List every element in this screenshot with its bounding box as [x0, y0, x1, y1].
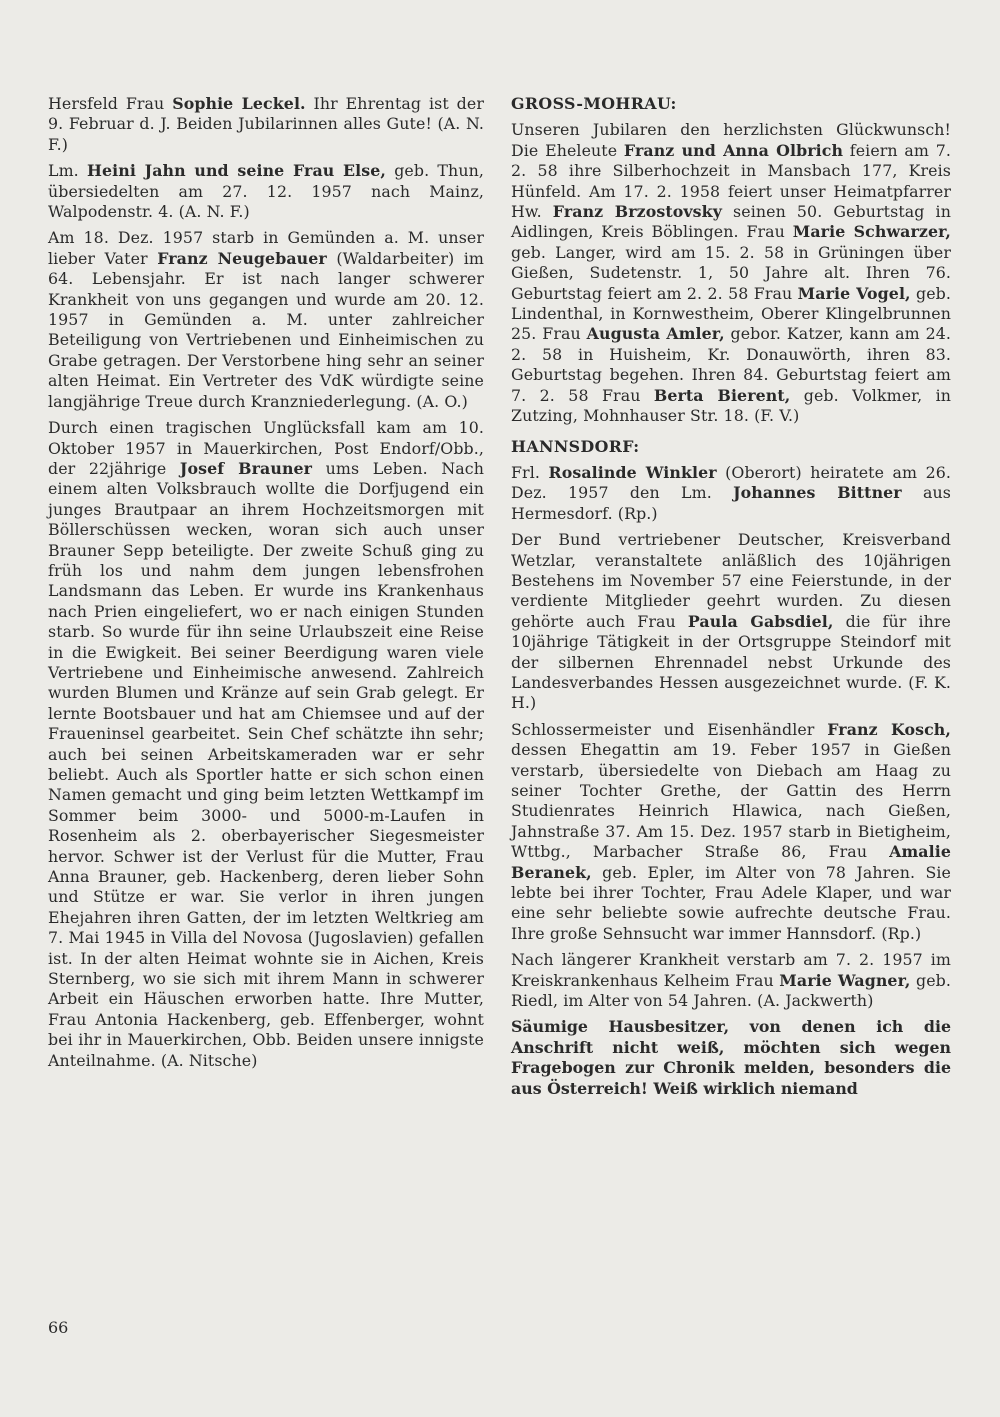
- bold-name: Josef Brauner: [179, 458, 313, 478]
- bold-name: Berta Bierent,: [653, 385, 791, 405]
- right-column: [511, 94, 951, 1105]
- article-winkler-wedding: Frl. Rosalinde Winkler (Oberort) heiratete am 26. Dez. 1957 den Lm. Johannes Bittner aus Hermesdorf. (Rp.): [511, 462, 951, 523]
- article-kosch-beranek: Schlossermeister und Eisenhändler Franz Kosch, dessen Ehegattin am 19. Feber 1957 in Gießen verstarb, übersiedelte von Diebach am Haag zu seiner Tochter Grethe, der Gattin des Herrn Studienrates Heinrich Hlawica, nach Gießen, Jahnstraße 37. Am 15. Dez. 1957 starb in Bietigheim, Wttbg., Marbacher Straße 86, Frau Amalie Beranek, geb. Epler, im Alter von 78 Jahren. Sie lebte bei ihrer Tochter, Frau Adele Klaper, und war eine sehr beliebte sowie aufrechte deutsche Frau. Ihre große Sehnsucht war immer Hannsdorf. (Rp.): [511, 719, 951, 943]
- obituary-neugebauer: Am 18. Dez. 1957 starb in Gemünden a. M. unser lieber Vater Franz Neugebauer (Waldarbeiter) im 64. Lebensjahr. Er ist nach langer schwerer Krankheit von uns gegangen und wurde am 20. 12. 1957 in Gemünden a. M. unter zahlreicher Beteiligung von Vertriebenen und Einheimischen zu Grabe getragen. Der Verstorbene hing sehr an seiner alten Heimat. Ein Vertreter des VdK würdigte seine langjährige Treue durch Kranzniederlegung. (A. O.): [48, 228, 484, 411]
- article-gross-mohrau-jubilare: Unseren Jubilaren den herzlichsten Glückwunsch! Die Eheleute Franz und Anna Olbrich feiern am 7. 2. 58 ihre Silberhochzeit in Mansbach 177, Kreis Hünfeld. Am 17. 2. 1958 feiert unser Heimatpfarrer Hw. Franz Brzostovsky seinen 50. Geburtstag in Aidlingen, Kreis Böblingen. Frau Marie Schwarzer, geb. Langer, wird am 15. 2. 58 in Grüningen über Gießen, Sudetenstr. 1, 50 Jahre alt. Ihren 76. Geburtstag feiert am 2. 2. 58 Frau Marie Vogel, geb. Lindenthal, in Kornwestheim, Oberer Klingelbrunnen 25. Frau Augusta Amler, gebor. Katzer, kann am 24. 2. 58 in Huisheim, Kr. Donauwörth, ihren 83. Geburtstag begehen. Ihren 84. Geburtstag feiert am 7. 2. 58 Frau Berta Bierent, geb. Volkmer, in Zutzing, Mohnhauser Str. 18. (F. V.): [511, 120, 952, 426]
- bold-name: Marie Schwarzer,: [792, 222, 951, 242]
- bold-name: Rosalinde Winkler: [548, 462, 717, 482]
- bold-name: Sophie Leckel.: [172, 94, 306, 113]
- bold-name: Franz Kosch,: [827, 719, 951, 739]
- bold-name: Heini Jahn und seine Frau Else,: [86, 161, 387, 181]
- obituary-wagner: Nach längerer Krankheit verstarb am 7. 2. 1957 im Kreiskrankenhaus Kelheim Frau Marie Wagner, geb. Riedl, im Alter von 54 Jahren. (A. Jackwerth): [511, 950, 951, 1011]
- section-heading-hannsdorf: HANNSDORF:: [511, 436, 640, 456]
- article-gabsdiel: Der Bund vertriebener Deutscher, Kreisverband Wetzlar, veranstaltete anläßlich des 10jährigen Bestehens im November 57 eine Feierstunde, in der verdiente Mitglieder geehrt wurden. Zu diesen gehörte auch Frau Paula Gabsdiel, die für ihre 10jährige Tätigkeit in der Ortsgruppe Steindorf mit der silbernen Ehrennadel nebst Urkunde des Landesverbandes Hessen ausgezeichnet wurde. (F. K. H.): [511, 530, 951, 713]
- obituary-brauner: Durch einen tragischen Unglücksfall kam am 10. Oktober 1957 in Mauerkirchen, Post Endorf/Obb., der 22jährige Josef Brauner ums Leben. Nach einem alten Volksbrauch wollte die Dorfjugend ein junges Brautpaar an ihrem Hochzeitsmorgen mit Böllerschüssen wecken, woran sich auch unser Brauner Sepp beteiligte. Der zweite Schuß ging zu früh los und nahm dem jungen lebensfrohen Landsmann das Leben. Er wurde ins Krankenhaus nach Prien eingeliefert, wo er nach einigen Stunden starb. So wurde für ihn seine Urlaubszeit eine Reise in die Ewigkeit. Bei seiner Beerdigung waren viele Vertriebene und Einheimische anwesend. Zahlreich wurden Blumen und Kränze auf sein Grab gelegt. Er lernte Bootsbauer und hat am Chiemsee und auf der Fraueninsel gearbeitet. Sein Chef schätzte ihn sehr; auch bei seinen Arbeitskameraden war er sehr beliebt. Auch als Sportler hatte er sich schon einen Namen gemacht und ging beim letzten Wettkampf im Sommer beim 3000- und 5000-m-Laufen in Rosenheim als 2. oberbayerischer Siegesmeister hervor. Schwer ist der Verlust für die Mutter, Frau Anna Brauner, geb. Hackenberg, deren lieber Sohn und Stütze er war. Sie verlor in ihren jungen Ehejahren ihren Gatten, der im letzten Weltkrieg am 7. Mai 1945 in Villa del Novosa (Jugoslavien) gefallen ist. In der alten Heimat wohnte sie in Aichen, Kreis Sternberg, wo sie sich mit ihrem Mann in schwerer Arbeit ein Häuschen erworben hatte. Ihre Mutter, Frau Antonia Hackenberg, geb. Effenberger, wohnt bei ihr in Mauerkirchen, Obb. Beiden unsere innigste Anteilnahme. (A. Nitsche): [48, 418, 484, 1070]
- bold-name: Paula Gabsdiel,: [687, 611, 834, 631]
- article-jahn: Lm. Heini Jahn und seine Frau Else, geb. Thun, übersiedelten am 27. 12. 1957 nach Mainz, Walpodenstr. 4. (A. N. F.): [48, 161, 484, 222]
- bold-name: Franz Neugebauer: [157, 248, 327, 268]
- bold-name: Marie Vogel,: [797, 283, 911, 303]
- notice-hausbesitzer: Säumige Hausbesitzer, von denen ich die Anschrift nicht weiß, möchten sich wegen Fragebogen zur Chronik melden, besonders die aus Österreich! Weiß wirklich niemand: [511, 1017, 951, 1098]
- article-leckel: Hersfeld Frau Sophie Leckel. Ihr Ehrentag ist der 9. Februar d. J. Beiden Jubilarinnen alles Gute! (A. N. F.): [48, 94, 484, 154]
- bold-name: Johannes Bittner: [733, 483, 902, 503]
- bold-name: Marie Wagner,: [779, 970, 911, 990]
- bold-name: Augusta Amler,: [586, 324, 725, 344]
- bold-name: Franz Brzostovsky: [552, 202, 722, 222]
- section-heading-gross-mohrau: GROSS-MOHRAU:: [511, 94, 677, 113]
- bold-name: Amalie Beranek,: [511, 842, 951, 882]
- page-number: 66: [48, 1318, 69, 1337]
- bold-name: Franz und Anna Olbrich: [623, 140, 844, 160]
- left-column: [48, 94, 484, 1077]
